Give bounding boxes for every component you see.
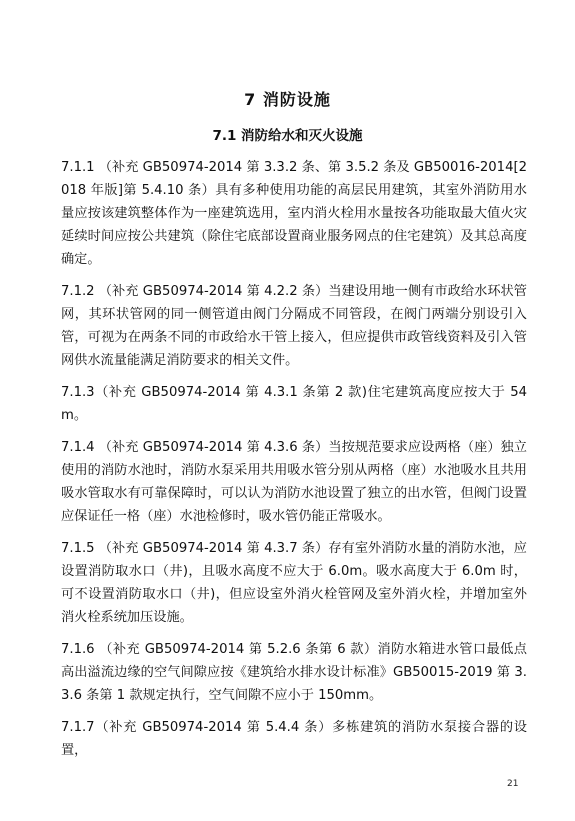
clause-7-1-6: 7.1.6 （补充 GB50974-2014 第 5.2.6 条第 6 款）消防水箱进水管口最低点高出溢流边缘的空气间隙应按《建筑给水排水设计标准》GB50015-2019 第 3.3.6 条第 1 款规定执行，空气间隙不应小于 150mm。	[61, 642, 527, 703]
clause-7-1-3: 7.1.3（补充 GB50974-2014 第 4.3.1 条第 2 款)住宅建筑高度应按大于 54m。	[61, 385, 527, 423]
section-title: 7.1 消防给水和灭火设施	[212, 128, 363, 144]
page-number: 21	[507, 779, 519, 789]
clause-7-1-2: 7.1.2 （补充 GB50974-2014 第 4.2.2 条）当建设用地一侧有市政给水环状管网，其环状管网的同一侧管道由阀门分隔成不同管段，在阀门两端分别设引入管，可视为在两条不同的市政给水干管上接入，但应提供市政管线资料及引入管网供水流量能满足消防要求的相关文件。	[61, 284, 527, 368]
clause-7-1-1: 7.1.1 （补充 GB50974-2014 第 3.3.2 条、第 3.5.2 条及 GB50016-2014[2018 年版]第 5.4.10 条）具有多种使用功能的高层民用建筑，其室外消防用水量应按该建筑整体作为一座建筑选用，室内消火栓用水量按各功能取最大值火灾延续时间应按公共建筑（除住宅底部设置商业服务网点的住宅建筑）及其总高度确定。	[61, 160, 527, 267]
clause-7-1-7: 7.1.7（补充 GB50974-2014 第 5.4.4 条）多栋建筑的消防水泵接合器的设置，	[61, 720, 527, 758]
chapter-title: 7 消防设施	[244, 90, 331, 109]
clause-7-1-4: 7.1.4 （补充 GB50974-2014 第 4.3.6 条）当按规范要求应设两格（座）独立使用的消防水池时，消防水泵采用共用吸水管分别从两格（座）水池吸水且共用吸水管取水有可靠保障时，可以认为消防水池设置了独立的出水管，但阀门设置应保证任一格（座）水池检修时，吸水管仍能正常吸水。	[61, 440, 527, 524]
clause-list	[61, 156, 527, 771]
clause-7-1-5: 7.1.5 （补充 GB50974-2014 第 4.3.7 条）存有室外消防水量的消防水池，应设置消防取水口（井)，且吸水高度不应大于 6.0m。吸水高度大于 6.0m 时，可不设置消防取水口（井)，但应设室外消火栓管网及室外消火栓，并增加室外消火栓系统加压设施。	[61, 541, 527, 625]
